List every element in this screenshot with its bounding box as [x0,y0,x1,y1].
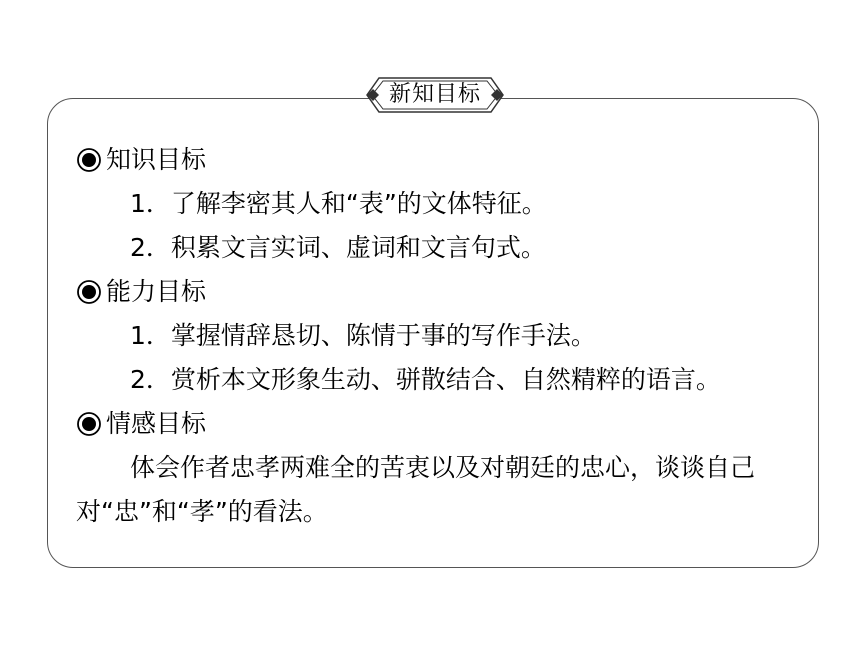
list-item: 1．掌握情辞恳切、陈情于事的写作手法。 [130,321,596,350]
section-ability [76,270,806,402]
section-heading [76,138,806,182]
section-title: 情感目标 [106,409,207,438]
list-item: 2．积累文言实词、虚词和文言句式。 [130,233,546,262]
objectives-content [76,138,806,534]
circle-bullet-icon [76,411,102,437]
header-label: 新知目标 [388,82,481,107]
section-header-badge [365,74,505,116]
section-heading [76,402,806,446]
circle-bullet-icon [76,147,102,173]
list-item: 2．赏析本文形象生动、骈散结合、自然精粹的语言。 [130,365,721,394]
section-knowledge [76,138,806,270]
section-title: 能力目标 [106,277,207,306]
section-emotion [76,402,806,534]
list-item: 1．了解李密其人和“表”的文体特征。 [130,189,547,218]
circle-bullet-icon [76,279,102,305]
section-title: 知识目标 [106,145,207,174]
section-heading [76,270,806,314]
section-paragraph: 体会作者忠孝两难全的苦衷以及对朝廷的忠心，谈谈自己对“忠”和“孝”的看法。 [76,453,756,526]
